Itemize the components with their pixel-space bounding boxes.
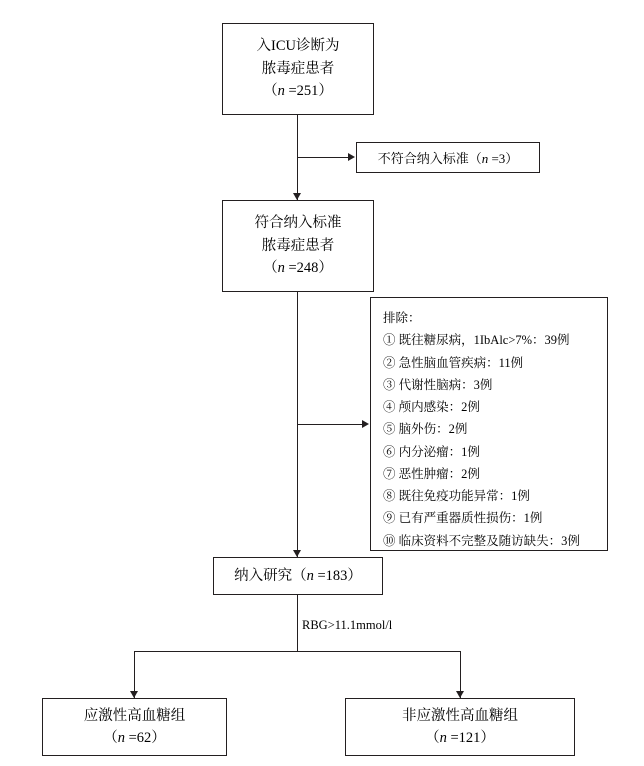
node-eligible-sepsis xyxy=(222,200,374,292)
connector-split-horizontal xyxy=(134,651,461,652)
node-exclusion-list xyxy=(370,297,608,551)
node-count: （n =62） xyxy=(103,730,166,746)
exclusion-item: ④ 颅内感染：2例 xyxy=(383,400,480,414)
node-count: （n =248） xyxy=(263,260,333,277)
node-stress-hyperglycemia-group xyxy=(42,698,227,756)
arrowhead-eligible xyxy=(293,193,301,200)
node-line: 脓毒症患者 xyxy=(261,60,335,77)
exclusion-item: ⑩ 临床资料不完整及随访缺失：3例 xyxy=(383,533,580,548)
arrowhead-group-left xyxy=(130,691,138,698)
exclusion-item: ⑧ 既往免疫功能异常：1例 xyxy=(383,489,530,503)
arrowhead-group-right xyxy=(456,691,464,698)
exclusion-list-title: 排除： xyxy=(383,311,421,325)
node-line: 应激性高血糖组 xyxy=(83,707,186,724)
connector-enrolled-to-split xyxy=(297,595,298,651)
node-line: 非应激性高血糖组 xyxy=(402,707,518,724)
arrowhead-excluded-criteria xyxy=(348,153,355,161)
arrowhead-enrolled xyxy=(293,550,301,557)
exclusion-item: ② 急性脑血管疾病：11例 xyxy=(383,355,524,370)
node-count: （n =121） xyxy=(425,730,495,746)
node-text: 纳入研究（n =183） xyxy=(234,567,362,584)
exclusion-item: ⑤ 脑外伤：2例 xyxy=(383,422,468,437)
node-line: 符合纳入标准 xyxy=(254,215,342,232)
node-not-meeting-inclusion-criteria xyxy=(356,142,540,173)
edge-label-split-criterion: RBG>11.1mmol/l xyxy=(302,618,393,632)
node-icu-diagnosed-sepsis xyxy=(222,23,374,115)
node-non-stress-hyperglycemia-group xyxy=(345,698,575,756)
node-enrolled-study xyxy=(213,557,383,595)
exclusion-item: ⑨ 已有严重器质性损伤：1例 xyxy=(383,511,543,526)
exclusion-item: ① 既往糖尿病，1IbAlc>7%：39例 xyxy=(383,333,570,348)
arrowhead-exclusions xyxy=(362,420,369,428)
connector-to-exclusions xyxy=(297,424,365,425)
connector-to-excluded-criteria xyxy=(297,157,351,158)
node-line: 脓毒症患者 xyxy=(261,237,335,254)
node-text: 不符合纳入标准（n =3） xyxy=(377,151,519,166)
node-line: 入ICU诊断为 xyxy=(256,38,340,55)
node-count: （n =251） xyxy=(263,83,333,100)
exclusion-item: ⑦ 恶性肿瘤：2例 xyxy=(383,466,480,481)
exclusion-item: ⑥ 内分泌瘤：1例 xyxy=(383,444,480,459)
exclusion-item: ③ 代谢性脑病：3例 xyxy=(383,377,493,392)
